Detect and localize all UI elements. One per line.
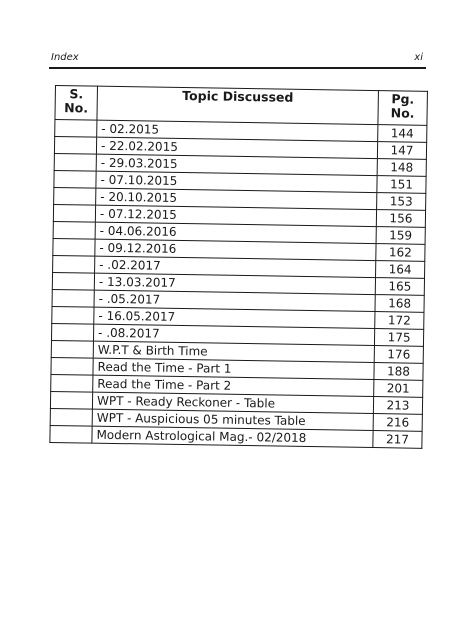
page-number-cell: 216: [373, 414, 422, 432]
page-header: [51, 52, 423, 66]
sno-cell: [53, 255, 95, 273]
header-sno-line1: S.: [69, 86, 84, 102]
sno-cell: [51, 340, 93, 358]
topic-cell: - 13.03.2017: [94, 273, 375, 294]
topic-cell: - .02.2017: [95, 256, 376, 277]
topic-cell: - 09.12.2016: [95, 239, 376, 260]
table-header-row: [55, 86, 427, 126]
topic-cell: W.P.T & Birth Time: [93, 341, 374, 362]
sno-cell: [50, 408, 92, 426]
sno-cell: [55, 120, 97, 138]
sno-cell: [54, 153, 96, 171]
page-number-cell: 159: [376, 227, 425, 245]
page-number-cell: 153: [377, 193, 426, 211]
page-number-cell: 165: [375, 278, 424, 296]
header-page-number: xi: [414, 52, 423, 63]
sno-cell: [53, 204, 95, 222]
topic-cell: - 07.12.2015: [95, 205, 376, 226]
page-number-cell: 188: [374, 363, 423, 381]
table-body: [50, 120, 427, 449]
sno-cell: [51, 323, 93, 341]
header-topic: Topic Discussed: [97, 86, 378, 124]
sno-cell: [50, 391, 92, 409]
header-pg: [378, 91, 428, 126]
sno-cell: [52, 289, 94, 307]
page-number-cell: 168: [375, 295, 424, 313]
sno-cell: [53, 238, 95, 256]
sno-cell: [52, 306, 94, 324]
header-rule: [49, 67, 426, 69]
sno-cell: [52, 272, 94, 290]
topic-cell: - 07.10.2015: [96, 171, 377, 192]
topic-cell: - 16.05.2017: [94, 307, 375, 328]
page-number-cell: 148: [377, 159, 426, 177]
index-table: [49, 85, 428, 449]
page-number-cell: 156: [376, 210, 425, 228]
page-number-cell: 175: [374, 329, 423, 347]
topic-cell: Read the Time - Part 1: [93, 358, 374, 379]
topic-cell: WPT - Ready Reckoner - Table: [92, 392, 373, 413]
sno-cell: [53, 221, 95, 239]
page-number-cell: 164: [376, 261, 425, 279]
page-number-cell: 201: [374, 380, 423, 398]
topic-cell: - 04.06.2016: [95, 222, 376, 243]
topic-cell: Read the Time - Part 2: [93, 375, 374, 396]
topic-cell: Modern Astrological Mag.- 02/2018: [92, 426, 373, 447]
page-number-cell: 176: [374, 346, 423, 364]
header-pg-line2: No.: [390, 105, 415, 121]
sno-cell: [54, 137, 96, 155]
sno-cell: [54, 170, 96, 188]
page-number-cell: 147: [377, 142, 426, 160]
sno-cell: [51, 357, 93, 375]
topic-cell: WPT - Auspicious 05 minutes Table: [92, 409, 373, 430]
topic-cell: - .05.2017: [94, 290, 375, 311]
topic-cell: - 29.03.2015: [96, 154, 377, 175]
topic-cell: - .08.2017: [93, 324, 374, 345]
sno-cell: [54, 187, 96, 205]
page-number-cell: 172: [375, 312, 424, 330]
header-sno-line2: No.: [64, 100, 89, 116]
page-number-cell: 151: [377, 176, 426, 194]
header-section-title: Index: [51, 52, 79, 63]
header-pg-line1: Pg.: [391, 91, 415, 107]
sno-cell: [51, 374, 93, 392]
topic-cell: - 20.10.2015: [96, 188, 377, 209]
page-number-cell: 217: [373, 431, 422, 449]
page-number-cell: 213: [373, 397, 422, 415]
sno-cell: [50, 425, 92, 443]
topic-cell: - 22.02.2015: [96, 137, 377, 158]
page-number-cell: 144: [378, 125, 427, 143]
page-number-cell: 162: [376, 244, 425, 262]
topic-cell: - 02.2015: [97, 120, 378, 141]
index-table-container: [49, 85, 428, 449]
header-sno: [55, 86, 98, 121]
